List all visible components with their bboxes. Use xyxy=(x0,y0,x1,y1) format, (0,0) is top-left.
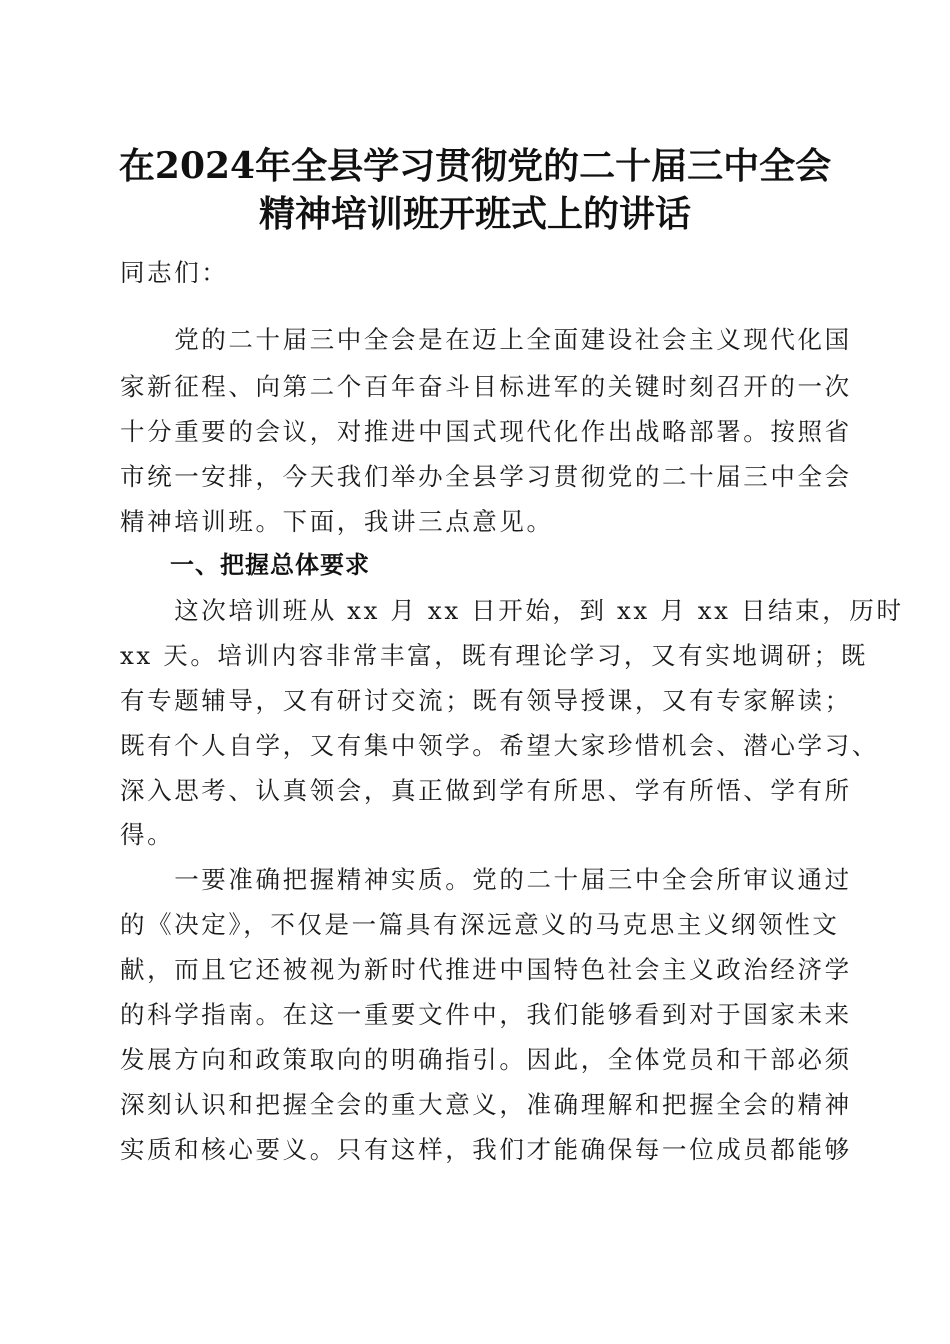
paragraph-line: 深刻认识和把握全会的重大意义，准确理解和把握全会的精神 xyxy=(120,1090,852,1119)
salutation: 同志们： xyxy=(120,258,229,287)
document-title-line-1: 在2024年全县学习贯彻党的二十届三中全会 xyxy=(118,145,832,187)
paragraph-line: 得。 xyxy=(120,820,175,849)
section-heading-1: 一、把握总体要求 xyxy=(170,551,370,579)
paragraph-line: 市统一安排，今天我们举办全县学习贯彻党的二十届三中全会 xyxy=(120,462,852,491)
paragraph-line: xx 天。培训内容非常丰富，既有理论学习，又有实地调研；既 xyxy=(120,641,868,670)
paragraph-line: 这次培训班从 xx 月 xx 日开始，到 xx 月 xx 日结束，历时 xyxy=(120,596,904,625)
paragraph-line: 献，而且它还被视为新时代推进中国特色社会主义政治经济学 xyxy=(120,955,852,984)
paragraph-line: 一要准确把握精神实质。党的二十届三中全会所审议通过 xyxy=(120,865,852,894)
paragraph-line: 既有个人自学，又有集中领学。希望大家珍惜机会、潜心学习、 xyxy=(120,731,879,760)
paragraph-line: 有专题辅导，又有研讨交流；既有领导授课，又有专家解读； xyxy=(120,686,852,715)
paragraph-line: 家新征程、向第二个百年奋斗目标进军的关键时刻召开的一次 xyxy=(120,372,852,401)
paragraph-line: 精神培训班。下面，我讲三点意见。 xyxy=(120,507,554,536)
paragraph-line: 十分重要的会议，对推进中国式现代化作出战略部署。按照省 xyxy=(120,417,852,446)
paragraph-line: 实质和核心要义。只有这样，我们才能确保每一位成员都能够 xyxy=(120,1135,852,1164)
paragraph-line: 的科学指南。在这一重要文件中，我们能够看到对于国家未来 xyxy=(120,1000,852,1029)
paragraph-line: 深入思考、认真领会，真正做到学有所思、学有所悟、学有所 xyxy=(120,776,852,805)
paragraph-line: 发展方向和政策取向的明确指引。因此，全体党员和干部必须 xyxy=(120,1045,852,1074)
document-title-line-2: 精神培训班开班式上的讲话 xyxy=(258,193,691,235)
paragraph-line: 党的二十届三中全会是在迈上全面建设社会主义现代化国 xyxy=(120,325,852,354)
paragraph-line: 的《决定》，不仅是一篇具有深远意义的马克思主义纲领性文 xyxy=(120,910,840,939)
